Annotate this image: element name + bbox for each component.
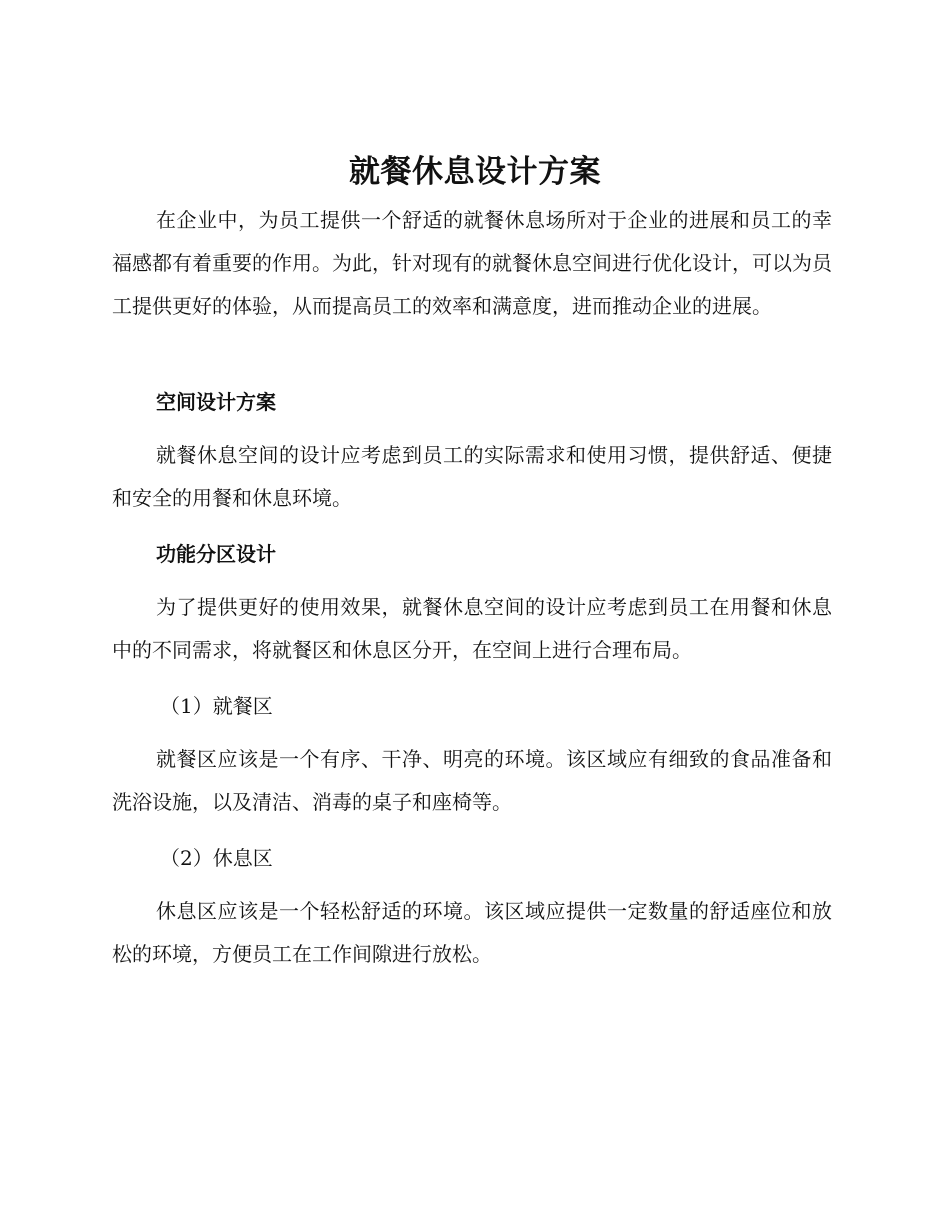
- subheading-rest-area: （2）休息区: [160, 846, 273, 870]
- section-paragraph-space-design: 就餐休息空间的设计应考虑到员工的实际需求和使用习惯，提供舒适、便捷和安全的用餐和休息环境。: [112, 443, 832, 510]
- subheading-dining-area: （1）就餐区: [160, 694, 273, 718]
- intro-paragraph: 在企业中，为员工提供一个舒适的就餐休息场所对于企业的进展和员工的幸福感都有着重要的作用。为此，针对现有的就餐休息空间进行优化设计，可以为员工提供更好的体验，从而提高员工的效率和满意度，进而推动企业的进展。: [112, 208, 832, 318]
- section-heading-functional-zoning: 功能分区设计: [156, 542, 276, 566]
- document-title: 就餐休息设计方案: [349, 154, 601, 190]
- section-paragraph-functional-zoning: 为了提供更好的使用效果，就餐休息空间的设计应考虑到员工在用餐和休息中的不同需求，将就餐区和休息区分开，在空间上进行合理布局。: [112, 595, 832, 662]
- section-heading-space-design: 空间设计方案: [156, 390, 276, 414]
- paragraph-rest-area: 休息区应该是一个轻松舒适的环境。该区域应提供一定数量的舒适座位和放松的环境，方便员工在工作间隙进行放松。: [112, 899, 832, 966]
- paragraph-dining-area: 就餐区应该是一个有序、干净、明亮的环境。该区域应有细致的食品准备和洗浴设施，以及清洁、消毒的桌子和座椅等。: [112, 747, 832, 814]
